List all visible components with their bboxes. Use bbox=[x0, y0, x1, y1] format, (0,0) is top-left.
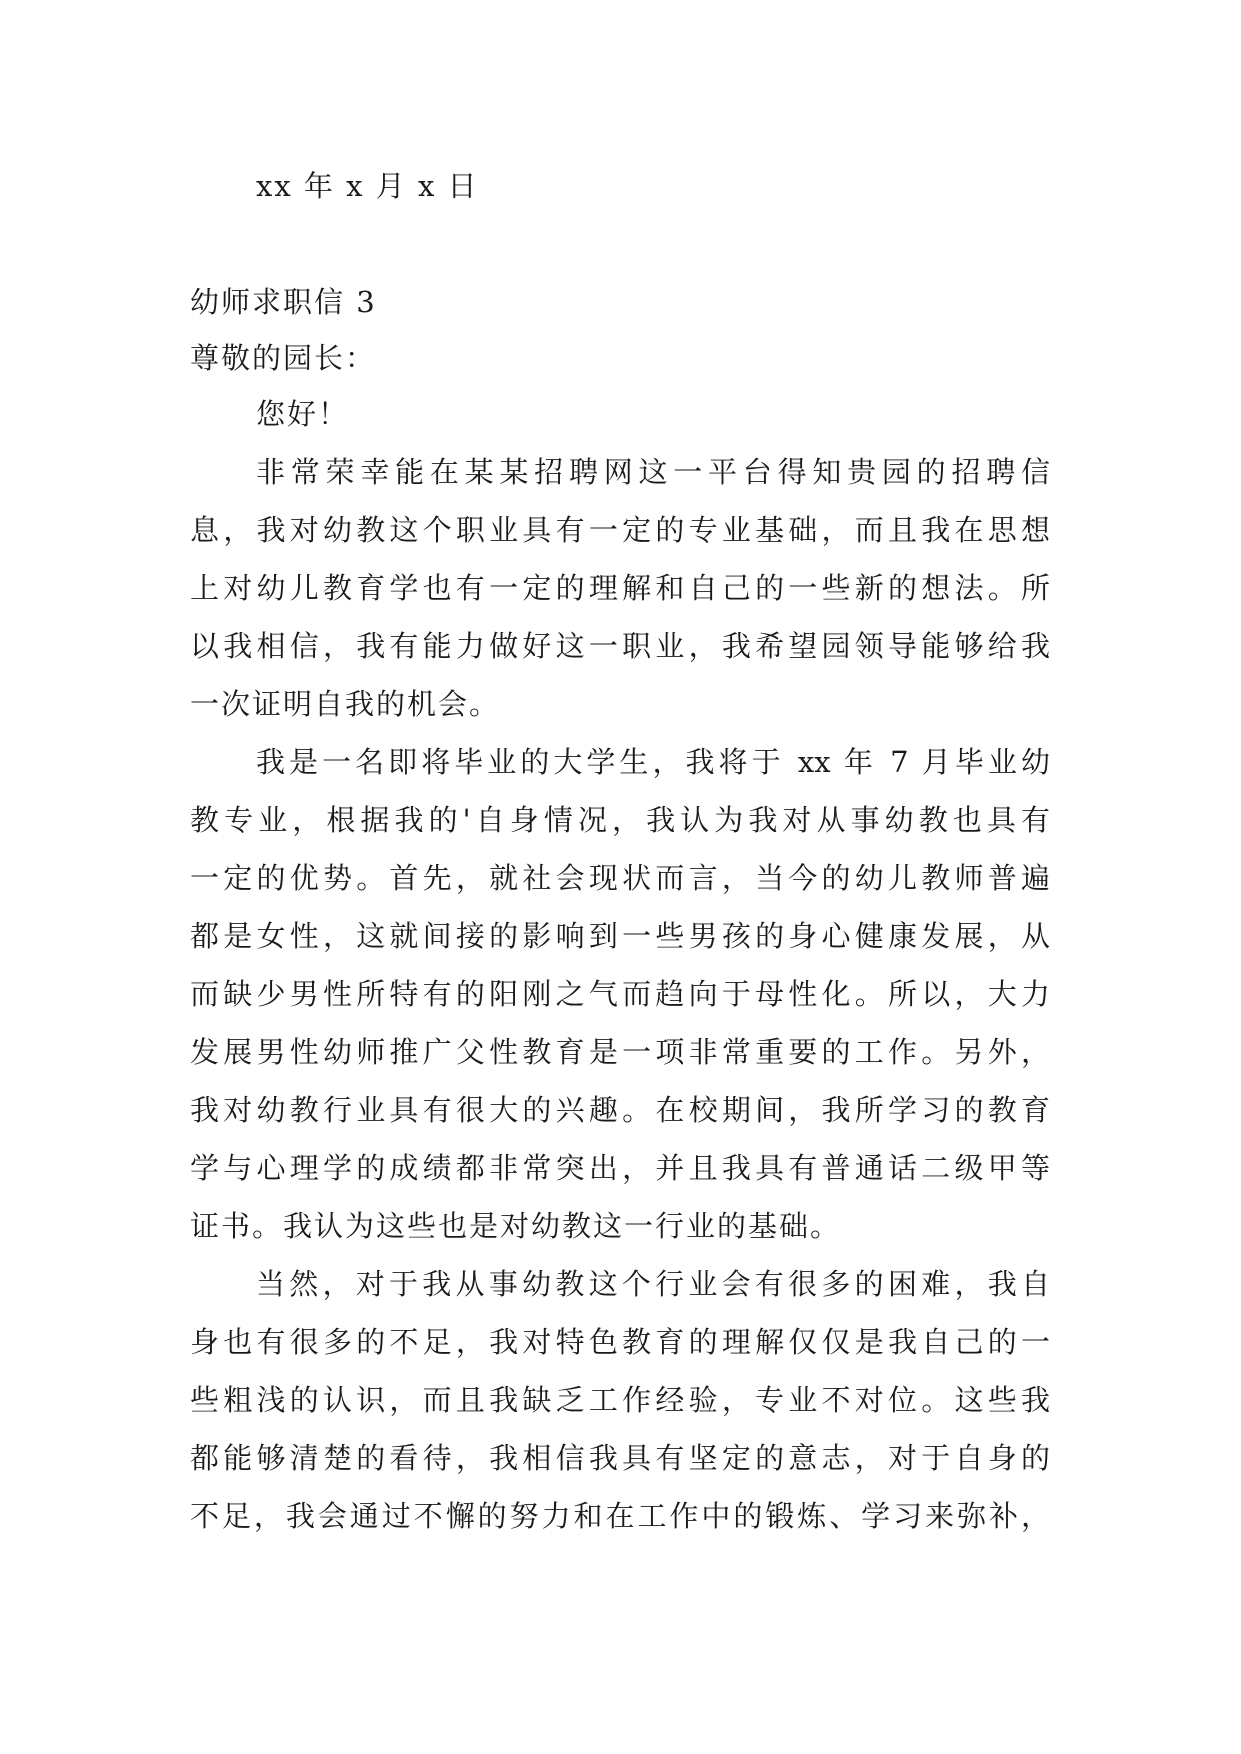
paragraph-2-line-3: 一定的优势。首先，就社会现状而言，当今的幼儿教师普遍 bbox=[190, 861, 1050, 895]
paragraph-3-line-5: 不足，我会通过不懈的努力和在工作中的锻炼、学习来弥补， bbox=[190, 1499, 1050, 1533]
paragraph-3-line-2: 身也有很多的不足，我对特色教育的理解仅仅是我自己的一 bbox=[190, 1325, 1050, 1359]
paragraph-2-line-9: 证书。我认为这些也是对幼教这一行业的基础。 bbox=[190, 1209, 842, 1243]
paragraph-2-line-2: 教专业，根据我的'自身情况，我认为我对从事幼教也具有 bbox=[190, 803, 1050, 837]
date-line: xx 年 x 月 x 日 bbox=[256, 169, 479, 203]
paragraph-1-line-3: 上对幼儿教育学也有一定的理解和自己的一些新的想法。所 bbox=[190, 571, 1050, 605]
paragraph-1-line-2: 息，我对幼教这个职业具有一定的专业基础，而且我在思想 bbox=[190, 513, 1050, 547]
paragraph-2-line-7: 我对幼教行业具有很大的兴趣。在校期间，我所学习的教育 bbox=[190, 1093, 1050, 1127]
paragraph-2-line-1: 我是一名即将毕业的大学生，我将于 xx 年 7 月毕业幼 bbox=[256, 745, 1050, 779]
paragraph-2-line-8: 学与心理学的成绩都非常突出，并且我具有普通话二级甲等 bbox=[190, 1151, 1050, 1185]
paragraph-2-line-5: 而缺少男性所特有的阳刚之气而趋向于母性化。所以，大力 bbox=[190, 977, 1050, 1011]
paragraph-3-line-1: 当然，对于我从事幼教这个行业会有很多的困难，我自 bbox=[256, 1267, 1050, 1301]
letter-title: 幼师求职信 3 bbox=[190, 285, 377, 319]
paragraph-3-line-3: 些粗浅的认识，而且我缺乏工作经验，专业不对位。这些我 bbox=[190, 1383, 1050, 1417]
paragraph-2-line-4: 都是女性，这就间接的影响到一些男孩的身心健康发展，从 bbox=[190, 919, 1050, 953]
paragraph-1-line-4: 以我相信，我有能力做好这一职业，我希望园领导能够给我 bbox=[190, 629, 1050, 663]
paragraph-1-line-1: 非常荣幸能在某某招聘网这一平台得知贵园的招聘信 bbox=[256, 455, 1050, 489]
paragraph-3-line-4: 都能够清楚的看待，我相信我具有坚定的意志，对于自身的 bbox=[190, 1441, 1050, 1475]
paragraph-1-line-5: 一次证明自我的机会。 bbox=[190, 687, 501, 721]
greeting: 您好！ bbox=[256, 397, 350, 431]
paragraph-2-line-6: 发展男性幼师推广父性教育是一项非常重要的工作。另外， bbox=[190, 1035, 1050, 1069]
salutation: 尊敬的园长： bbox=[190, 341, 377, 375]
